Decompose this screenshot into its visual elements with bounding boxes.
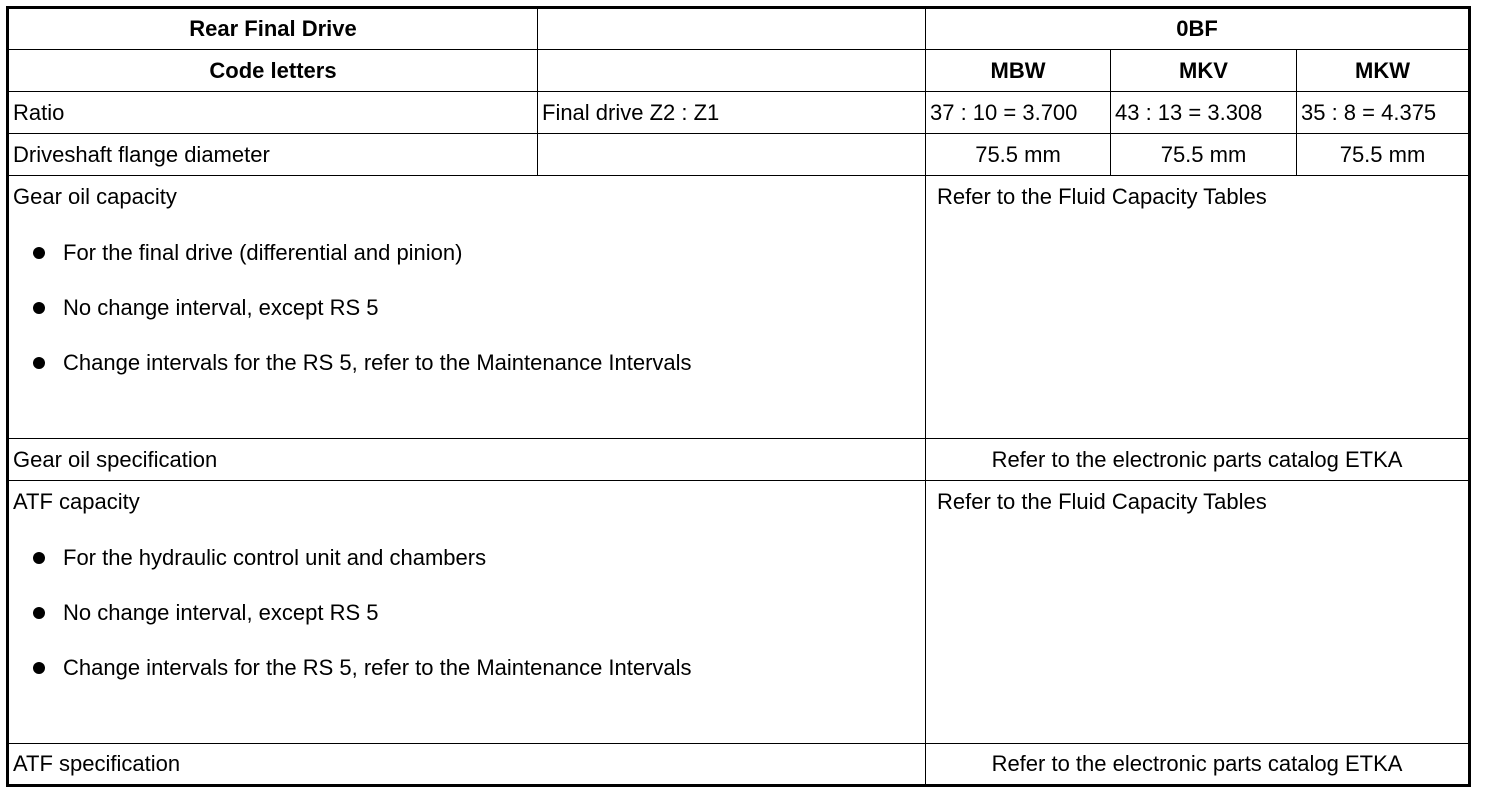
ratio-mkv: 43 : 13 = 3.308 xyxy=(1111,92,1297,134)
atf-capacity-value: Refer to the Fluid Capacity Tables xyxy=(926,481,1470,744)
list-item: No change interval, except RS 5 xyxy=(13,601,921,625)
atf-capacity-row xyxy=(8,481,1470,744)
flange-mkv: 75.5 mm xyxy=(1111,134,1297,176)
bullet-icon xyxy=(33,247,45,259)
gear-oil-capacity-bullets xyxy=(13,241,921,375)
empty-cell xyxy=(538,50,926,92)
flange-mkw: 75.5 mm xyxy=(1297,134,1470,176)
ratio-label: Ratio xyxy=(8,92,538,134)
atf-spec-label: ATF specification xyxy=(8,744,926,786)
list-item: For the hydraulic control unit and chambers xyxy=(13,546,921,570)
atf-capacity-label: ATF capacity xyxy=(13,489,140,514)
transmission-code: 0BF xyxy=(926,8,1470,50)
code-mkv: MKV xyxy=(1111,50,1297,92)
ratio-sublabel: Final drive Z2 : Z1 xyxy=(538,92,926,134)
header-row-codes xyxy=(8,50,1470,92)
code-mkw: MKW xyxy=(1297,50,1470,92)
gear-oil-capacity-row xyxy=(8,176,1470,439)
empty-cell xyxy=(538,8,926,50)
ratio-row xyxy=(8,92,1470,134)
header-row-title xyxy=(8,8,1470,50)
gear-oil-spec-row xyxy=(8,439,1470,481)
code-mbw: MBW xyxy=(926,50,1111,92)
list-item: For the final drive (differential and pinion) xyxy=(13,241,921,265)
gear-oil-spec-value: Refer to the electronic parts catalog ETKA xyxy=(926,439,1470,481)
rear-final-drive-spec-table xyxy=(6,6,1471,787)
code-letters-label: Code letters xyxy=(8,50,538,92)
flange-row xyxy=(8,134,1470,176)
ratio-mkw: 35 : 8 = 4.375 xyxy=(1297,92,1470,134)
gear-oil-spec-label: Gear oil specification xyxy=(8,439,926,481)
gear-oil-capacity-value: Refer to the Fluid Capacity Tables xyxy=(926,176,1470,439)
bullet-icon xyxy=(33,357,45,369)
bullet-icon xyxy=(33,552,45,564)
flange-label: Driveshaft flange diameter xyxy=(8,134,538,176)
gear-oil-capacity-label: Gear oil capacity xyxy=(13,184,177,209)
list-item: Change intervals for the RS 5, refer to the Maintenance Intervals xyxy=(13,351,921,375)
bullet-icon xyxy=(33,662,45,674)
atf-capacity-bullets xyxy=(13,546,921,680)
atf-spec-value: Refer to the electronic parts catalog ETKA xyxy=(926,744,1470,786)
list-item: No change interval, except RS 5 xyxy=(13,296,921,320)
list-item: Change intervals for the RS 5, refer to the Maintenance Intervals xyxy=(13,656,921,680)
atf-capacity-cell xyxy=(8,481,926,744)
ratio-mbw: 37 : 10 = 3.700 xyxy=(926,92,1111,134)
table-title: Rear Final Drive xyxy=(8,8,538,50)
empty-cell xyxy=(538,134,926,176)
flange-mbw: 75.5 mm xyxy=(926,134,1111,176)
bullet-icon xyxy=(33,302,45,314)
atf-spec-row xyxy=(8,744,1470,786)
bullet-icon xyxy=(33,607,45,619)
gear-oil-capacity-cell xyxy=(8,176,926,439)
